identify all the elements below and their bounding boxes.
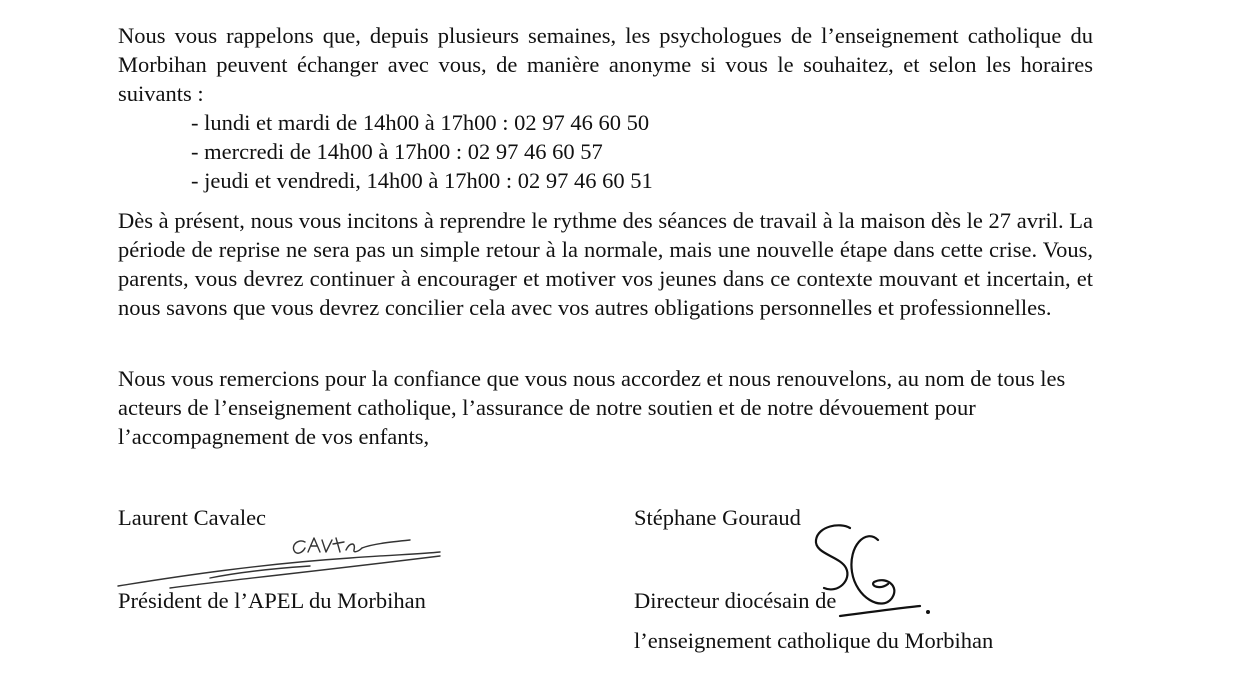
signatory-right-title-line1: Directeur diocésain de [634, 588, 837, 613]
schedule-item-mon-tue: - lundi et mardi de 14h00 à 17h00 : 02 97 46 60 50 [191, 110, 650, 135]
signatory-left-title: Président de l’APEL du Morbihan [118, 588, 426, 613]
signatory-right-name: Stéphane Gouraud [634, 505, 801, 530]
schedule-item-thu-fri: - jeudi et vendredi, 14h00 à 17h00 : 02 97 46 60 51 [191, 168, 653, 193]
paragraph-thanks: Nous vous remercions pour la confiance que vous nous accordez et nous renouvelons, au nom de tous les acteurs de l’enseignement catholique, l’assurance de notre soutien et de notre dévouement pour l’accompagnement de vos enfants, [118, 366, 1066, 449]
signatory-right-title-line2: l’enseignement catholique du Morbihan [634, 628, 994, 653]
paragraph-intro: Nous vous rappelons que, depuis plusieurs semaines, les psychologues de l’enseignement catholique du Morbihan peuvent échanger avec vous, de manière anonyme si vous le souhaitez, et selon les horaires suivants : [118, 23, 1093, 106]
signature-right-image [800, 520, 940, 625]
paragraph-reprise: Dès à présent, nous vous incitons à reprendre le rythme des séances de travail à la maison dès le 27 avril. La période de reprise ne sera pas un simple retour à la normale, mais une nouvelle étape dans cette crise. Vous, parents, vous devrez continuer à encourager et motiver vos jeunes dans ce contexte mouvant et incertain, et nous savons que vous devrez concilier cela avec vos autres obligations personnelles et professionnelles. [118, 208, 1093, 320]
schedule-item-wed: - mercredi de 14h00 à 17h00 : 02 97 46 60 57 [191, 139, 603, 164]
schedule-list [191, 108, 653, 195]
signatory-left-name: Laurent Cavalec [118, 505, 267, 530]
